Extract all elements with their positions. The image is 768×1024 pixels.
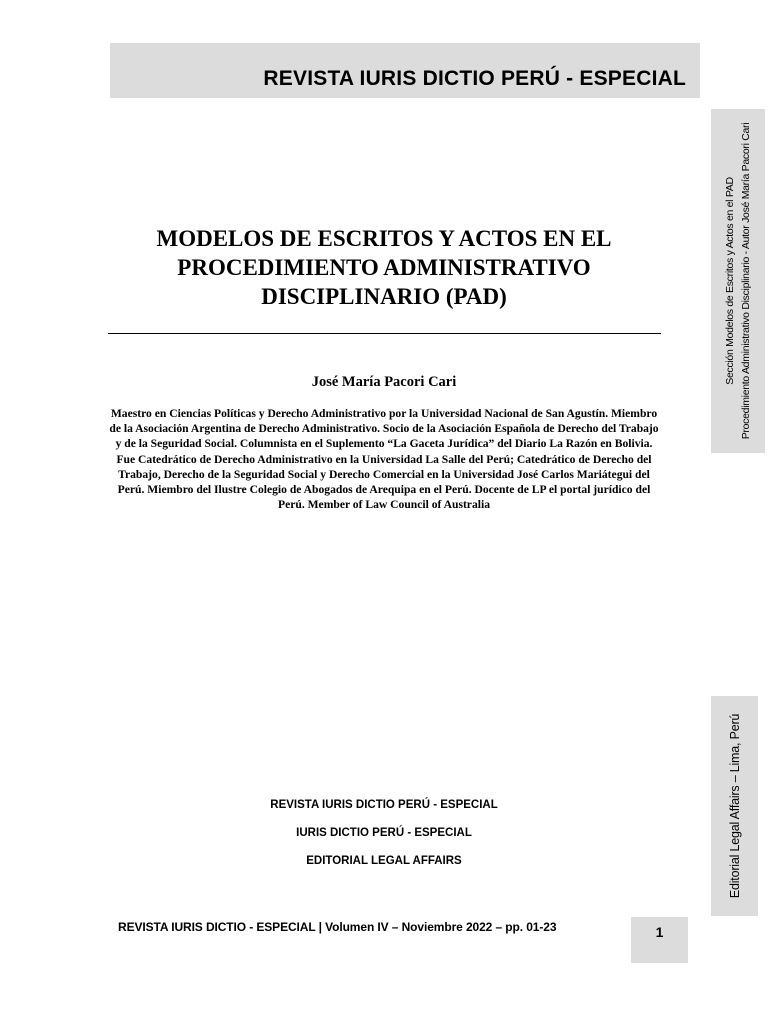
section-name: Sección Modelos de Escritos y Actos en el PAD	[724, 177, 736, 385]
publisher-side-tab-text: Editorial Legal Affairs – Lima, Perú	[727, 713, 742, 899]
author-name: José María Pacori Cari	[311, 374, 457, 390]
article-title: MODELOS DE ESCRITOS Y ACTOS EN EL PROCEDIMIENTO ADMINISTRATIVO DISCIPLINARIO (PAD)	[156, 226, 612, 309]
title-divider	[108, 333, 661, 334]
section-author-line: Procedimiento Administrativo Disciplinario - Autor José María Pacori Cari	[740, 122, 752, 440]
journal-title: REVISTA IURIS DICTIO PERÚ - ESPECIAL	[263, 67, 686, 90]
author-bio: Maestro en Ciencias Políticas y Derecho Administrativo por la Universidad Nacional de San Agustín. Miembro de la Asociación Argentina de Derecho Administrativo. Socio de la Asociación Española de Derecho del Trabajo y de la Seguridad Social. Columnista en el Suplemento “La Gaceta Jurídica” del Diario La Razón en Bolivia. Fue Catedrático de Derecho Administrativo en la Universidad La Salle del Perú; Catedrático de Derecho del Trabajo, Derecho de la Seguridad Social y Derecho Comercial en la Universidad José Carlos Mariátegui del Perú. Miembro del Ilustre Colegio de Abogados de Arequipa en el Perú. Docente de LP el portal jurídico del Perú. Member of Law Council of Australia	[109, 407, 659, 512]
page-number: 1	[655, 924, 664, 940]
section-side-tab-text	[722, 123, 754, 440]
section-side-tab	[711, 109, 765, 453]
journal-header-band	[110, 43, 700, 98]
credit-line: REVISTA IURIS DICTIO PERÚ - ESPECIAL	[270, 799, 498, 811]
page-number-box	[631, 917, 688, 963]
page-footer: REVISTA IURIS DICTIO - ESPECIAL | Volumen IV – Noviembre 2022 – pp. 01-23	[118, 920, 557, 934]
publication-credits	[108, 799, 660, 883]
credit-line: EDITORIAL LEGAL AFFAIRS	[306, 855, 462, 867]
credit-line: IURIS DICTIO PERÚ - ESPECIAL	[296, 827, 472, 839]
publisher-side-tab	[711, 696, 758, 916]
